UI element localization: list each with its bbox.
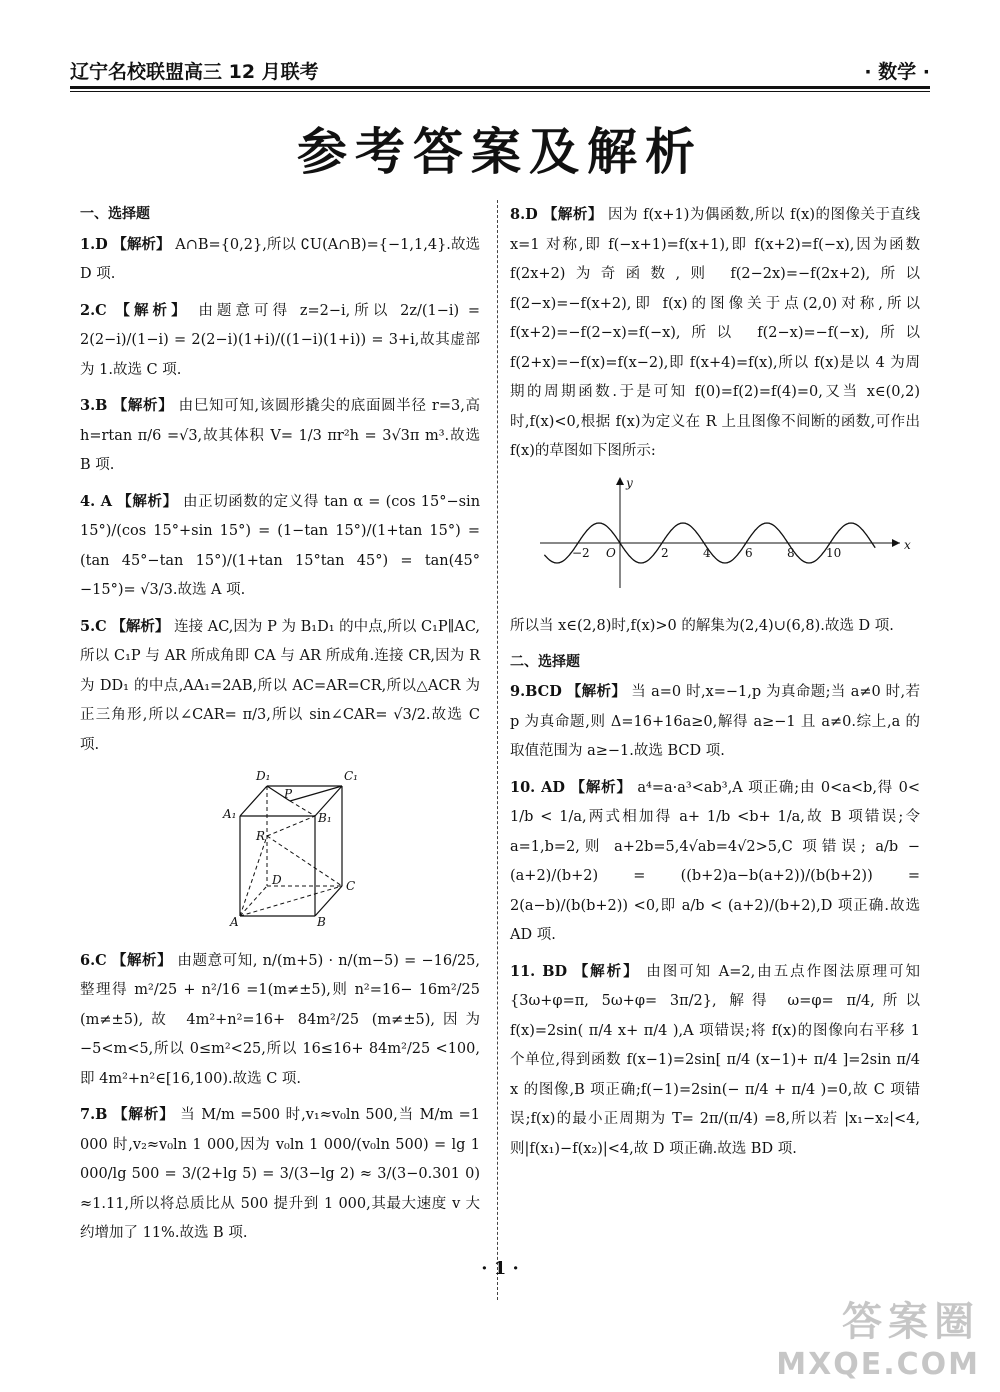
analysis-tag: 【解析】 bbox=[112, 1107, 175, 1123]
label-b: B bbox=[317, 915, 326, 926]
analysis-tag: 【解析】 bbox=[112, 236, 171, 253]
answer-text: 由题意可知, n/(m+5) · n/(m−5) = −16/25,整理得 m²/25 + n²/16 =1(m≠±5),则 n²=16− 16m²/25 (m≠±5),故 4m²+n²=16+ 84m²/25 (m≠±5),因为 −5<m<5,所以 0≤m²<25,所以 16≤16+ 84m²/25 <100,即 4m²+n²∈[16,100).故选 C 项. bbox=[80, 952, 481, 1087]
answer-text: 当 a=0 时,x=−1,p 为真命题;当 a≠0 时,若 p 为真命题,则 Δ=16+16a≥0,解得 a≥−1 且 a≠0.综上,a 的取值范围为 a≥−1.故选 BCD 项. bbox=[510, 684, 921, 759]
prism-diagram bbox=[80, 766, 480, 926]
answer-number: 3.B bbox=[80, 397, 108, 414]
analysis-tag: 【解析】 bbox=[542, 207, 603, 223]
analysis-tag: 【解析】 bbox=[111, 618, 170, 635]
answer-text: 由正切函数的定义得 tan α = (cos 15°−sin 15°)/(cos 15°+sin 15°) = (1−tan 15°)/(1+tan 15°) = (tan 45°−tan 15°)/(1+tan 15°tan 45°) = tan(45°−15°)= √3/3.故选 A 项. bbox=[80, 493, 481, 598]
answer-text: A∩B={0,2},所以 ∁U(A∩B)={−1,1,4}.故选 D 项. bbox=[80, 236, 481, 282]
label-d: D bbox=[272, 873, 282, 887]
header-exam-title: 辽宁名校联盟高三 12 月联考 bbox=[70, 61, 319, 83]
right-column bbox=[510, 200, 920, 1170]
label-p: P bbox=[284, 787, 293, 801]
answer-item-5 bbox=[80, 612, 480, 761]
answer-text: 连接 AC,因为 P 为 B₁D₁ 的中点,所以 C₁P∥AC,所以 C₁P 与 AR 所成角即 CA 与 AR 所成角.连接 CR,因为 R 为 DD₁ 的中点,AA₁=2AB,所以 AC=AR=CR,所以△ACR 为正三角形,所以∠CAR= π/3,所以 sin∠CAR= √3/2.故选 C 项. bbox=[80, 618, 481, 753]
edge-pc1 bbox=[290, 786, 342, 801]
label-a: A bbox=[230, 915, 239, 926]
edge-ac bbox=[240, 886, 342, 916]
sine-sketch bbox=[510, 473, 920, 593]
tick-label: 6 bbox=[745, 545, 753, 560]
y-axis-label: y bbox=[626, 475, 633, 490]
watermark-logo bbox=[776, 1290, 980, 1382]
answer-item-8-conclusion: 所以当 x∈(2,8)时,f(x)>0 的解集为(2,4)∪(6,8).故选 D 项. bbox=[510, 618, 894, 634]
tick-label: −2 bbox=[572, 545, 590, 560]
cube-figure bbox=[80, 766, 480, 938]
answer-number: 11. BD bbox=[510, 962, 568, 980]
edge-ad bbox=[240, 886, 267, 916]
analysis-tag: 【解析】 bbox=[111, 952, 173, 969]
answer-number: 1.D bbox=[80, 235, 108, 253]
left-column bbox=[80, 200, 480, 1255]
answer-number: 2.C bbox=[80, 301, 107, 319]
x-axis-label: x bbox=[904, 537, 911, 552]
header-subject: · 数学 · bbox=[864, 61, 930, 83]
edge-bc bbox=[315, 886, 342, 916]
answer-text: 当 M/m =500 时,v₁≈v₀ln 500,当 M/m =1 000 时,v₂≈v₀ln 1 000,因为 v₀ln 1 000/(v₀ln 500) = lg 1 000/lg 500 = 3/(2+lg 5) = 3/(3−lg 2) ≈ 3/(3−0.301 0) ≈1.11,所以将总质比从 500 提升到 1 000,其最大速度 v 大约增加了 11%.故选 B 项. bbox=[80, 1107, 481, 1241]
answer-item-7 bbox=[80, 1100, 480, 1249]
answer-text: a⁴=a·a³<ab³,A 项正确;由 0<a<b,得 0< 1/b < 1/a,两式相加得 a+ 1/b <b+ 1/a,故 B 项错误;令 a=1,b=2,则 a+2b=5,4√ab=4√2>5,C 项错误; a/b − (a+2)/(b+2) = ((b+2)a−b(a+2))/(b(b+2)) = 2(a−b)/(b(b+2)) <0,即 a/b < (a+2)/(b+2),D 项正确.故选 AD 项. bbox=[510, 779, 921, 943]
edge-rb1 bbox=[267, 816, 315, 836]
answer-text: 由题意可得 z=2−i,所以 2z/(1−i) = 2(2−i)/(1−i) = 2(2−i)(1+i)/((1−i)(1+i)) = 3+i,故其虚部为 1.故选 C 项. bbox=[80, 302, 481, 378]
edge-pb1 bbox=[290, 801, 315, 816]
analysis-tag: 【解析】 bbox=[573, 963, 640, 980]
y-axis-arrow bbox=[616, 477, 624, 485]
answer-number: 10. AD bbox=[510, 778, 565, 796]
header-rule-thin bbox=[70, 91, 930, 92]
function-graph bbox=[510, 473, 920, 605]
analysis-tag: 【解析】 bbox=[570, 779, 632, 796]
answer-item-10 bbox=[510, 773, 920, 951]
section-heading: 二、选择题 bbox=[510, 653, 580, 670]
tick-label: 2 bbox=[661, 545, 669, 560]
tick-label: 10 bbox=[826, 545, 842, 560]
answer-item-1 bbox=[80, 230, 480, 290]
answer-number: 5.C bbox=[80, 617, 107, 635]
tick-label: 8 bbox=[787, 545, 795, 560]
page-header bbox=[70, 54, 930, 84]
answer-item-4 bbox=[80, 487, 480, 606]
header-rule bbox=[70, 86, 930, 89]
origin-label: O bbox=[606, 545, 616, 560]
label-d1: D₁ bbox=[256, 769, 271, 783]
answer-item-11 bbox=[510, 957, 920, 1165]
edge-ar bbox=[240, 836, 267, 916]
answer-item-9 bbox=[510, 677, 920, 767]
answer-item-8 bbox=[510, 200, 920, 467]
label-r: R bbox=[256, 829, 266, 843]
section-heading: 一、选择题 bbox=[80, 206, 150, 222]
column-divider bbox=[497, 200, 498, 1300]
watermark-text-top: 答案圈 bbox=[842, 1299, 980, 1345]
answer-number: 6.C bbox=[80, 951, 107, 969]
analysis-tag: 【解析】 bbox=[112, 398, 174, 414]
answer-text: 因为 f(x+1)为偶函数,所以 f(x)的图像关于直线 x=1 对称,即 f(−x+1)=f(x+1),即 f(x+2)=f(−x),因为函数 f(2x+2)为奇函数,则 f(2−2x)=−f(2x+2),所以 f(2−x)=−f(x+2),即 f(x)的图像关于点(2,0)对称,所以 f(x+2)=−f(2−x)=f(−x),所以 f(2−x)=−f(−x),所以 f(2+x)=−f(x)=f(x−2),即 f(x+4)=f(x),所以 f(x)是以 4 为周期的周期函数.于是可知 f(0)=f(2)=f(4)=0,又当 x∈(0,2)时,f(x)<0,根据 f(x)为定义在 R 上且图像不间断的函数,可作出 f(x)的草图如下图所示: bbox=[510, 207, 921, 459]
answer-number: 8.D bbox=[510, 206, 538, 223]
answer-text: 由巳知可知,该圆形撬尖的底面圆半径 r=3,高 h=rtan π/6 =√3,故其体积 V= 1/3 πr²h = 3√3π m³.故选 B 项. bbox=[80, 398, 481, 473]
answer-item-6 bbox=[80, 946, 480, 1095]
analysis-tag: 【解析】 bbox=[115, 302, 190, 319]
answer-number: 4. A bbox=[80, 492, 113, 510]
analysis-tag: 【解析】 bbox=[117, 493, 178, 510]
label-a1: A₁ bbox=[223, 807, 237, 821]
answer-number: 7.B bbox=[80, 1106, 108, 1123]
analysis-tag: 【解析】 bbox=[566, 684, 627, 700]
label-c1: C₁ bbox=[344, 769, 358, 783]
label-b1: B₁ bbox=[318, 811, 332, 825]
page-title: 参考答案及解析 bbox=[297, 123, 703, 181]
answer-item-3 bbox=[80, 391, 480, 481]
answer-item-2 bbox=[80, 296, 480, 386]
page-number: · 1 · bbox=[481, 1258, 519, 1279]
answer-text: 由图可知 A=2,由五点作图法原理可知 {3ω+φ=π, 5ω+φ= 3π/2}, 解得 ω=φ= π/4,所以 f(x)=2sin( π/4 x+ π/4 ),A 项错误;将 f(x)的图像向右平移 1 个单位,得到函数 f(x−1)=2sin[ π/4 (x−1)+ π/4 ]=2sin π/4 x 的图像,B 项正确;f(−1)=2sin(− π/4 + π/4 )=0,故 C 项错误;f(x)的最小正周期为 T= 2π/(π/4) =8,所以若 |x₁−x₂|<4,则|f(x₁)−f(x₂)|<4,故 D 项正确.故选 BD 项. bbox=[510, 963, 921, 1157]
tick-label: 4 bbox=[703, 545, 711, 560]
edge-a1d1 bbox=[240, 786, 267, 816]
watermark-text-bottom: MXQE.COM bbox=[776, 1347, 980, 1382]
label-c: C bbox=[346, 879, 356, 893]
x-axis-arrow bbox=[892, 539, 900, 547]
answer-number: 9.BCD bbox=[510, 683, 562, 700]
